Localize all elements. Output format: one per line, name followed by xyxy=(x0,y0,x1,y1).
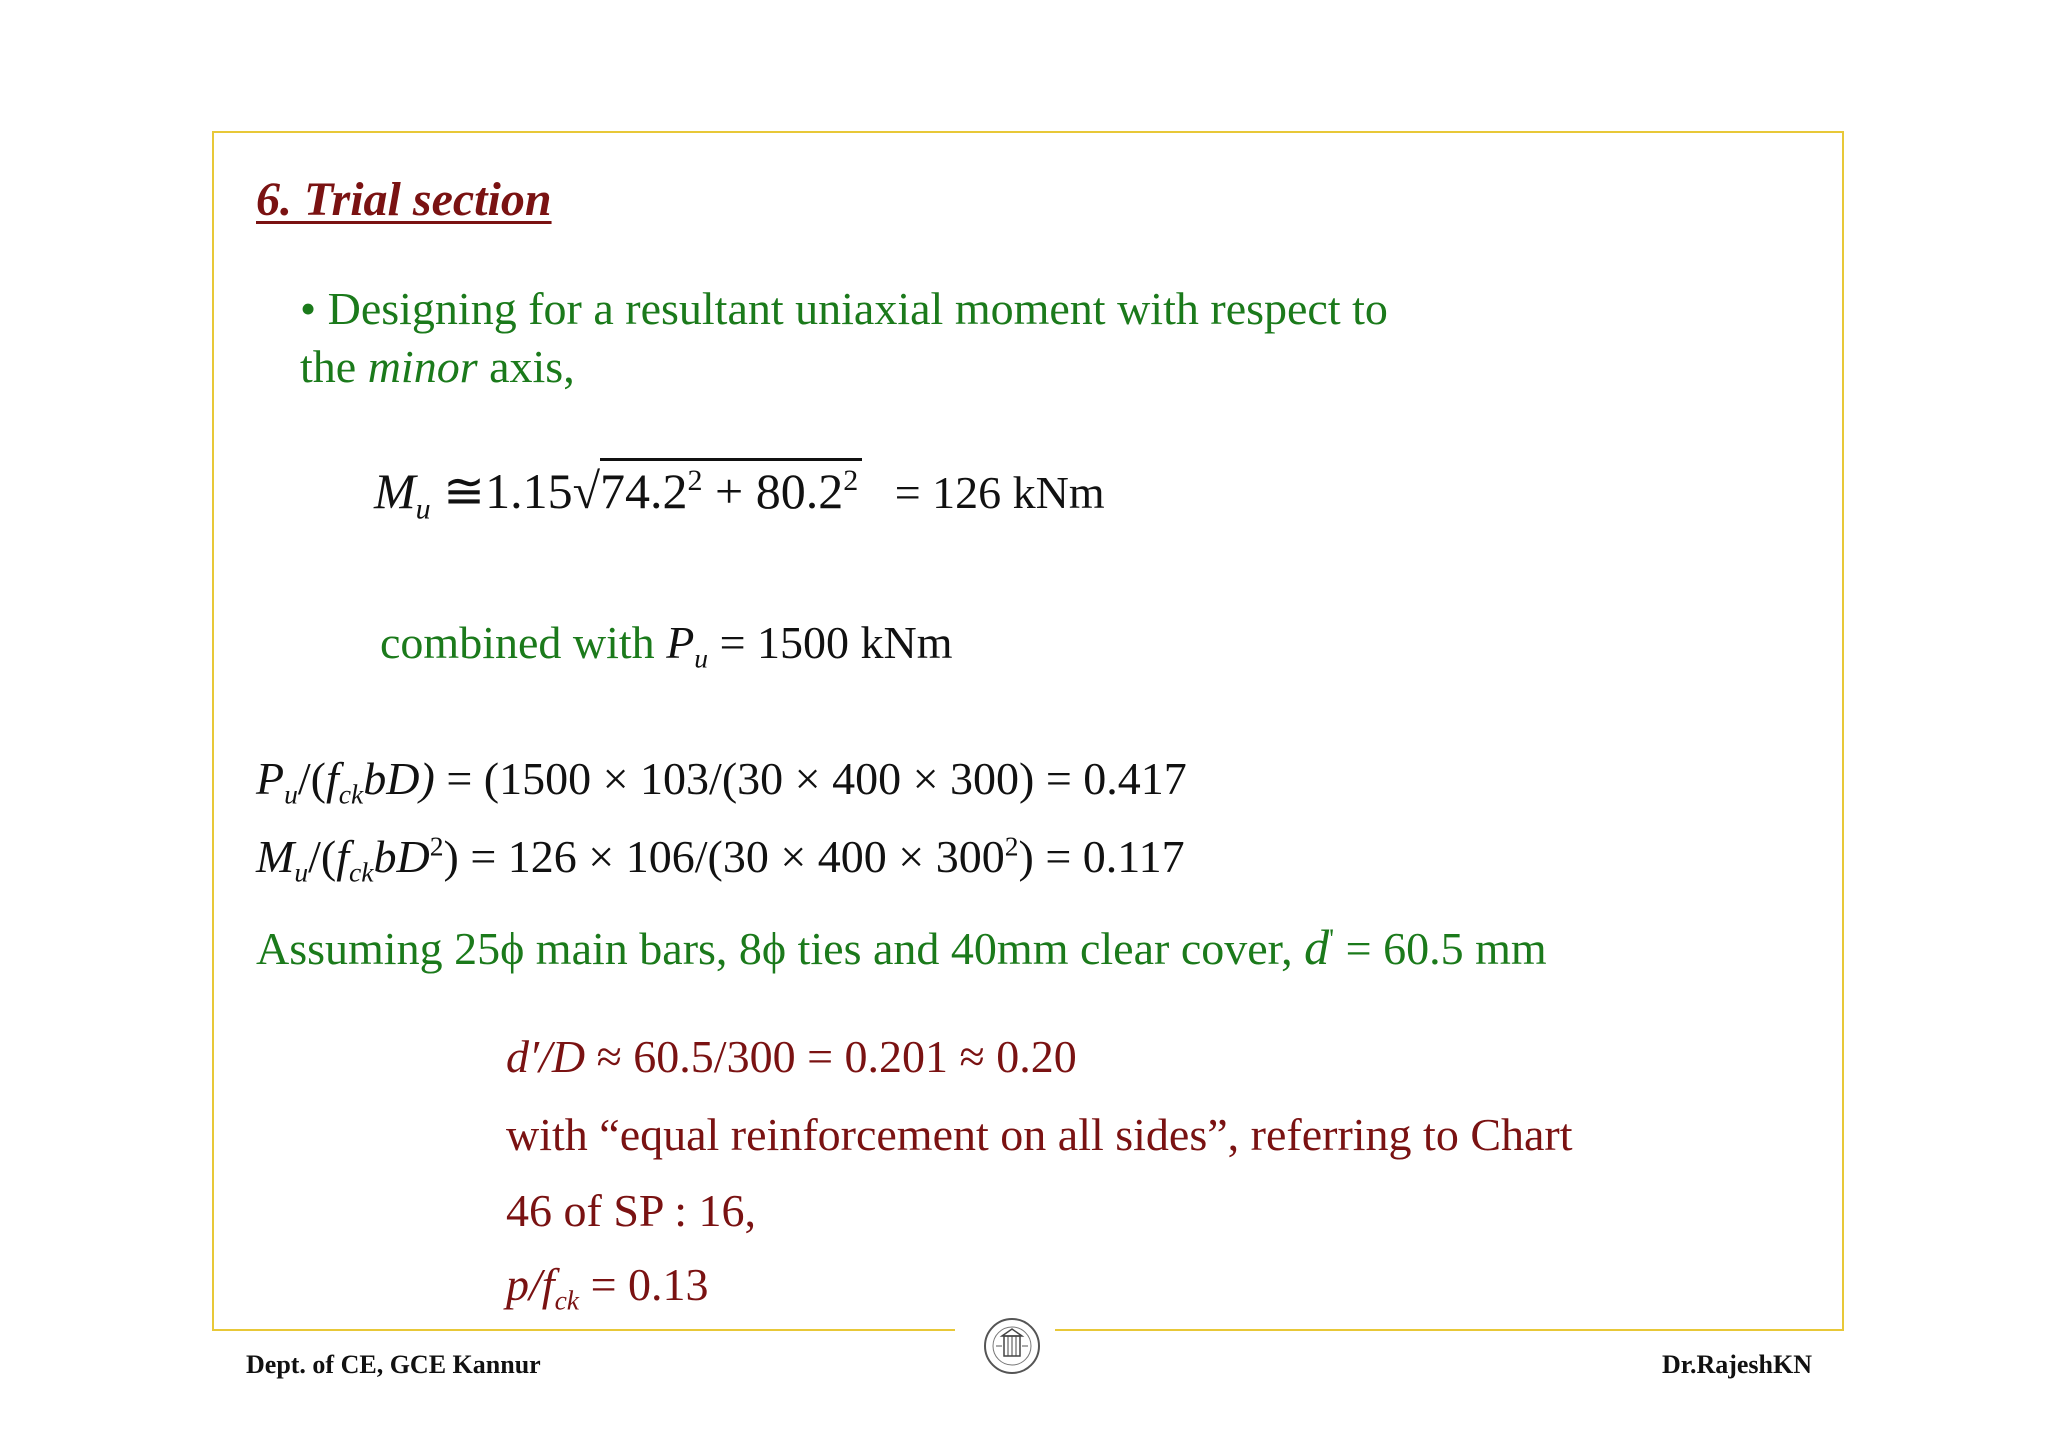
moment-ratio: $M_u/(f_{ck}bD^2) = 126 \times 106/(30 \times 400 \times 300^2) = 0.117$ xyxy=(256,830,1185,888)
bullet-text: Designing for a resultant uniaxial moment with respect to xyxy=(327,283,1388,334)
axial-ratio: $P_u/(f_{ck}bD) = (1500 \times 103/(30 \times 400 \times 300) = 0.417$ xyxy=(256,753,1187,810)
slide-heading: 6. Trial section xyxy=(256,173,552,226)
bullet-symbol: • xyxy=(300,283,317,334)
mu-result: = 126 kNm xyxy=(894,467,1105,518)
bullet-line-2: the minor axis, xyxy=(300,341,575,392)
minor-word: minor xyxy=(367,341,478,392)
footer-author: Dr.RajeshKN xyxy=(1662,1350,1812,1379)
footer-department: Dept. of CE, GCE Kannur xyxy=(246,1350,541,1379)
bullet-line-1 xyxy=(300,283,1388,334)
mu-equation: $M_u$ ≅1.15√74.2$^2$ + 80.2$^2$ = 126 kNm xyxy=(374,466,1105,516)
cover-ratio: d′/D ≈ 60.5/300 = 0.201 ≈ 0.20 xyxy=(506,1031,1077,1082)
chart-reference-line-1: with “equal reinforcement on all sides”, referring to Chart xyxy=(506,1109,1573,1160)
assumption-line: Assuming 25ϕ main bars, 8ϕ ties and 40mm clear cover, d' = 60.5 mm xyxy=(256,919,1547,975)
sqrt-radicand: 74.2$^2$ + 80.2$^2$ xyxy=(600,458,862,519)
college-seal-icon xyxy=(982,1316,1042,1376)
reinforcement-ratio: $p/f_{ck} = 0.13$ xyxy=(506,1259,709,1316)
chart-reference-line-2: 46 of SP : 16, xyxy=(506,1185,757,1236)
pu-equation: combined with $P_u = 1500$ kNm xyxy=(380,617,953,674)
